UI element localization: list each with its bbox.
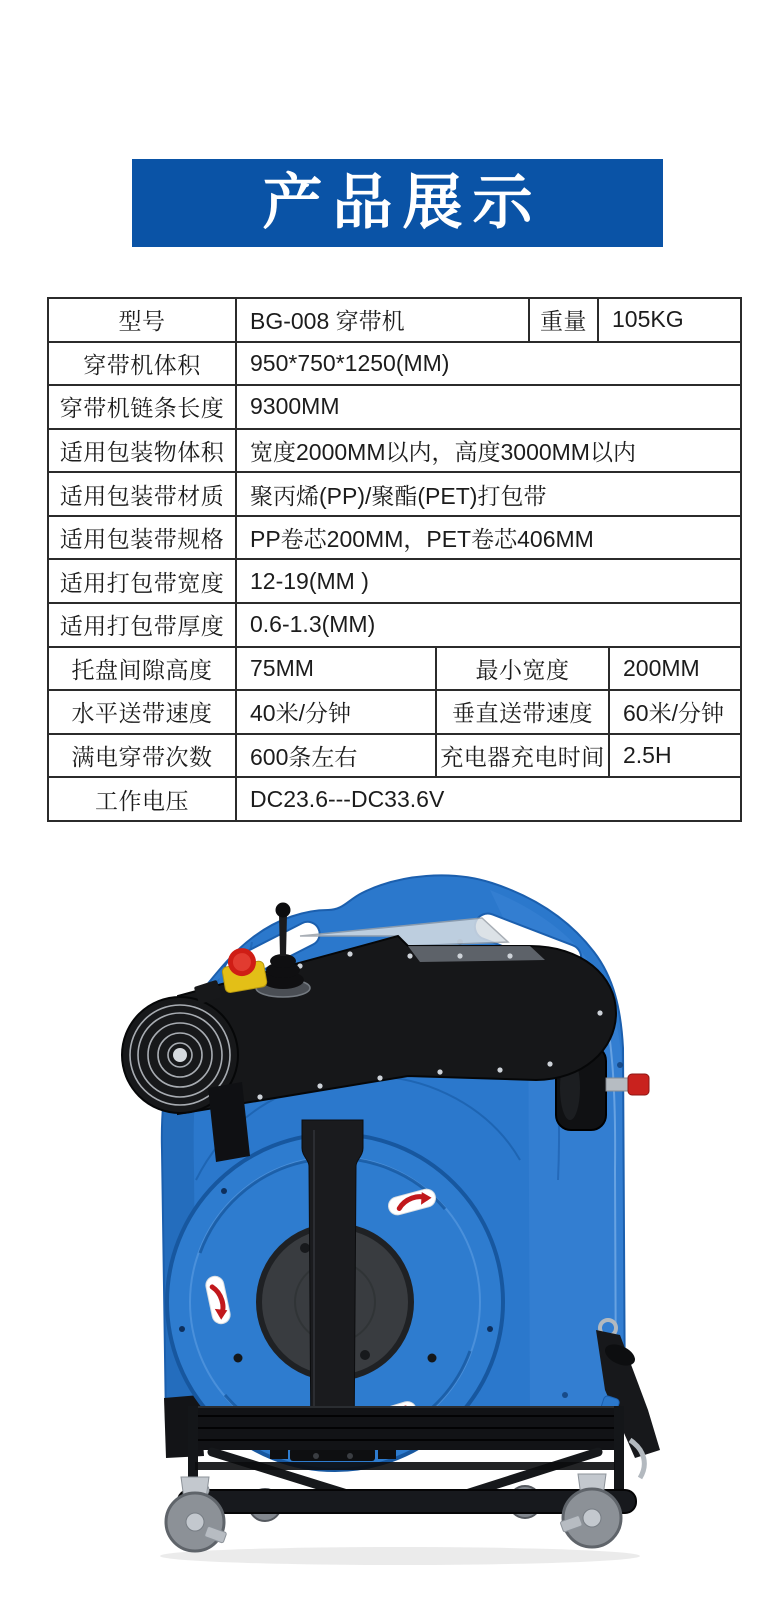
spec-row-voltage [49, 776, 740, 820]
spec-value: 聚丙烯(PP)/聚酯(PET)打包带 [235, 473, 740, 515]
section-title-banner [132, 159, 663, 247]
spec-value: 2.5H [608, 735, 740, 777]
spec-label: 适用包装带规格 [59, 526, 225, 553]
spec-row-chain-length [49, 384, 740, 428]
spec-row-package-size [49, 428, 740, 472]
spec-row-pallet-gap [49, 646, 740, 690]
strapping-machine-illustration [100, 850, 680, 1565]
spec-value: 60米/分钟 [608, 691, 740, 733]
spec-value: 200MM [608, 648, 740, 690]
spec-row-feed-speed [49, 689, 740, 733]
spec-value: PP卷芯200MM，PET卷芯406MM [235, 517, 740, 559]
spec-label: 充电器充电时间 [435, 735, 608, 777]
spec-row-strap-material [49, 471, 740, 515]
spec-value: 0.6-1.3(MM) [235, 604, 740, 646]
spec-label: 垂直送带速度 [435, 691, 608, 733]
spec-row-model [49, 299, 740, 341]
spec-label: 托盘间隙高度 [71, 656, 213, 683]
spec-table [47, 297, 742, 822]
spec-label: 适用打包带宽度 [59, 569, 225, 596]
spec-label: 工作电压 [95, 787, 189, 814]
spec-row-battery-cycles [49, 733, 740, 777]
spec-label: 型号 [118, 308, 166, 335]
cart-frame [166, 1406, 636, 1551]
spec-value: 105KG [597, 299, 740, 341]
spec-value: BG-008 穿带机 [235, 299, 528, 341]
spec-value: 75MM [235, 648, 435, 690]
spec-label: 适用包装带材质 [59, 482, 225, 509]
cart-handle [594, 1320, 660, 1478]
spec-label: 满电穿带次数 [71, 744, 213, 771]
spec-value: DC23.6---DC33.6V [235, 778, 740, 820]
spec-label: 重量 [528, 299, 597, 341]
spec-label: 适用包装物体积 [59, 439, 225, 466]
floor-shadow [160, 1547, 640, 1565]
spec-row-strap-thickness [49, 602, 740, 646]
spec-row-size [49, 341, 740, 385]
spec-value: 宽度2000MM以内，高度3000MM以内 [235, 430, 740, 472]
spec-value: 9300MM [235, 386, 740, 428]
spec-value: 600条左右 [235, 735, 435, 777]
spec-row-strap-spec [49, 515, 740, 559]
spec-row-strap-width [49, 558, 740, 602]
spec-label: 穿带机体积 [83, 351, 201, 378]
caster-wheel-icon [560, 1474, 621, 1547]
spec-value: 950*750*1250(MM) [235, 343, 740, 385]
caster-wheel-icon [166, 1477, 227, 1551]
product-photo [100, 850, 680, 1565]
spec-label: 水平送带速度 [71, 700, 213, 727]
spec-label: 穿带机链条长度 [59, 395, 225, 422]
spec-value: 12-19(MM ) [235, 560, 740, 602]
spec-label: 最小宽度 [435, 648, 608, 690]
spec-value: 40米/分钟 [235, 691, 435, 733]
spec-label: 适用打包带厚度 [59, 613, 225, 640]
section-title: 产品展示 [262, 169, 543, 236]
